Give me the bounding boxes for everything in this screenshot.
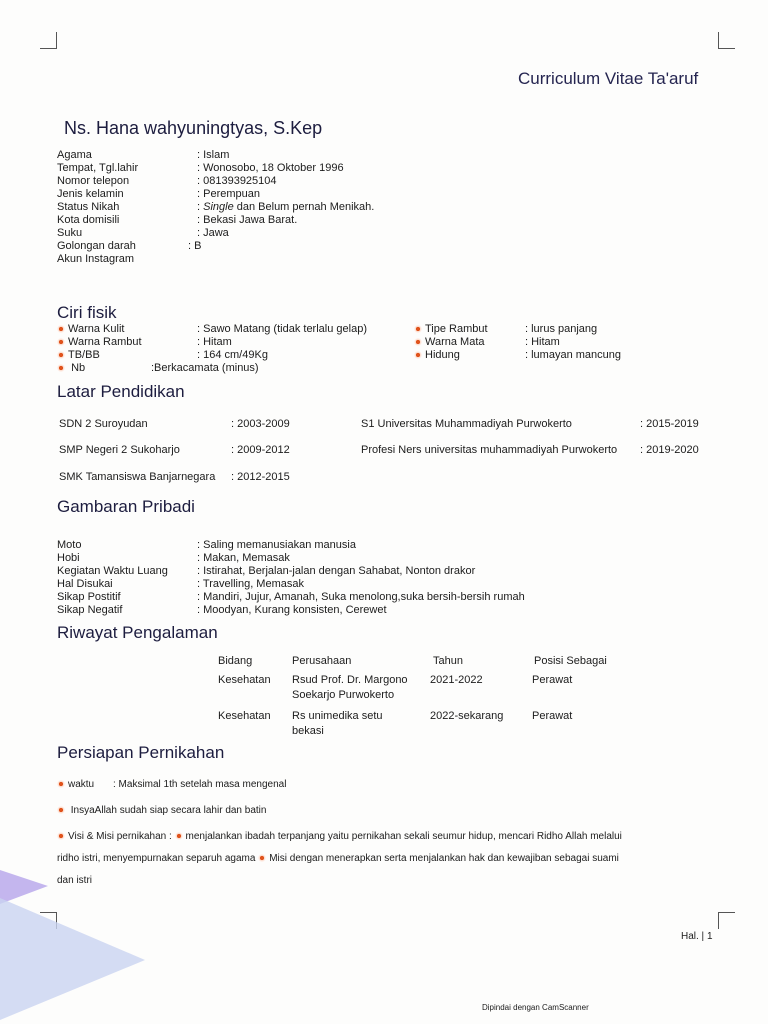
trait-label: Kegiatan Waktu Luang [57,565,168,577]
table-cell: Perawat [532,710,573,722]
table-cell: Kesehatan [218,710,271,722]
column-header: Perusahaan [292,655,352,667]
school: SDN 2 Suroyudan [59,418,148,430]
table-cell: Rsud Prof. Dr. Margono [292,674,408,686]
years: : 2019-2020 [640,444,699,456]
physical-label [414,336,485,348]
column-header: Bidang [218,655,253,667]
years: : 2003-2009 [231,418,290,430]
scanner-watermark: Dipindai dengan CamScanner [482,1003,589,1012]
label: Nb [71,362,86,374]
trait-value: : Mandiri, Jujur, Amanah, Suka menolong,suka bersih-bersih rumah [197,591,525,603]
bio-value: : Wonosobo, 18 Oktober 1996 [197,162,344,174]
trait-label: Hal Disukai [57,578,113,590]
decorative-triangles [0,860,160,1020]
text: InsyaAllah sudah siap secara lahir dan batin [70,805,267,816]
bio-label: Nomor telepon [57,175,130,187]
label: TB/BB [68,349,100,361]
bullet-icon [57,325,65,333]
page-number: Hal. | 1 [681,931,713,942]
bullet-icon [414,351,422,359]
column-header: Tahun [433,655,463,667]
section-heading-pribadi: Gambaran Pribadi [57,497,195,516]
trait-value: : Istirahat, Berjalan-jalan dengan Sahabat, Nonton drakor [197,565,476,577]
physical-value: :Berkacamata (minus) [151,362,259,374]
physical-label [57,362,85,374]
bio-value: : Bekasi Jawa Barat. [197,214,298,226]
marriage-waktu [57,779,94,790]
physical-value: : lurus panjang [525,323,598,335]
school: SMK Tamansiswa Banjarnegara [59,471,216,483]
label: Visi & Misi pernikahan : [68,831,172,842]
column-header: Posisi Sebagai [534,655,607,667]
crop-mark [40,32,57,49]
bullet-icon [414,325,422,333]
table-cell: 2022-sekarang [430,710,504,722]
bio-value: : Islam [197,149,230,161]
trait-label: Moto [57,539,82,551]
trait-value: : Makan, Memasak [197,552,290,564]
crop-mark [718,912,735,929]
table-cell: Kesehatan [218,674,271,686]
bullet-icon [57,338,65,346]
bio-value: : B [188,240,202,252]
years: : 2015-2019 [640,418,699,430]
physical-label [414,323,488,335]
table-cell: 2021-2022 [430,674,483,686]
single-text: Single [203,201,234,213]
trait-value: : Saling memanusiakan manusia [197,539,356,551]
physical-value: : Hitam [197,336,232,348]
bio-value: : Perempuan [197,188,260,200]
colon: : [197,201,204,213]
bio-label: Kota domisili [57,214,120,226]
bio-value: : 081393925104 [197,175,277,187]
table-cell: Rs unimedika setu [292,710,383,722]
table-cell: Soekarjo Purwokerto [292,689,395,701]
label: Hidung [425,349,460,361]
physical-value: : Sawo Matang (tidak terlalu gelap) [197,323,367,335]
section-heading-pernikahan: Persiapan Pernikahan [57,743,225,762]
marriage-line3: dan istri [57,875,93,886]
waktu-value: : Maksimal 1th setelah masa mengenal [113,779,287,790]
bio-label: Tempat, Tgl.lahir [57,162,139,174]
school: S1 Universitas Muhammadiyah Purwokerto [361,418,572,430]
bullet-icon [57,351,65,359]
school: SMP Negeri 2 Sukoharjo [59,444,180,456]
bullet-icon [57,364,65,372]
label: waktu [68,779,95,790]
physical-label [57,349,100,361]
physical-label [57,323,124,335]
bio-value: : Jawa [197,227,229,239]
section-heading-ciri-fisik: Ciri fisik [57,303,117,322]
bio-label: Status Nikah [57,201,120,213]
label: Warna Rambut [68,336,142,348]
school: Profesi Ners universitas muhammadiyah Purwokerto [361,444,618,456]
years: : 2012-2015 [231,471,290,483]
text: menjalankan ibadah terpanjang yaitu pernikahan sekali seumur hidup, mencari Ridho Allah melalui [185,831,622,842]
bullet-icon [57,832,65,840]
bullet-icon [57,780,65,788]
label: Warna Mata [425,336,485,348]
marriage-visi [57,831,622,842]
trait-value: : Moodyan, Kurang konsisten, Cerewet [197,604,387,616]
marriage-ready [57,805,266,816]
table-cell: bekasi [292,725,324,737]
bio-label: Golongan darah [57,240,136,252]
crop-mark [718,32,735,49]
status-rest: dan Belum pernah Menikah. [233,201,375,213]
bullet-icon [414,338,422,346]
bullet-icon [57,806,65,814]
section-heading-pendidikan: Latar Pendidikan [57,382,185,401]
table-cell: Perawat [532,674,573,686]
triangle-shape [0,870,48,904]
section-heading-pengalaman: Riwayat Pengalaman [57,623,218,642]
bio-value [197,201,374,213]
trait-label: Sikap Negatif [57,604,123,616]
trait-label: Hobi [57,552,80,564]
text: ridho istri, menyempurnakan separuh agama [57,853,256,864]
bio-label: Jenis kelamin [57,188,124,200]
text: Misi dengan menerapkan serta menjalankan hak dan kewajiban sebagai suami [269,853,619,864]
triangle-shape [0,898,145,1020]
bio-label: Agama [57,149,92,161]
physical-label [414,349,460,361]
trait-label: Sikap Postitif [57,591,121,603]
label: Tipe Rambut [425,323,488,335]
years: : 2009-2012 [231,444,290,456]
bio-label: Akun Instagram [57,253,135,265]
physical-value: : lumayan mancung [525,349,621,361]
trait-value: : Travelling, Memasak [197,578,304,590]
candidate-name: Ns. Hana wahyuningtyas, S.Kep [64,118,323,138]
document-title: Curriculum Vitae Ta'aruf [518,69,699,88]
physical-label [57,336,142,348]
label: Warna Kulit [68,323,125,335]
physical-value: : Hitam [525,336,560,348]
physical-value: : 164 cm/49Kg [197,349,268,361]
bio-label: Suku [57,227,83,239]
bullet-icon [258,854,266,862]
bullet-icon [175,832,183,840]
